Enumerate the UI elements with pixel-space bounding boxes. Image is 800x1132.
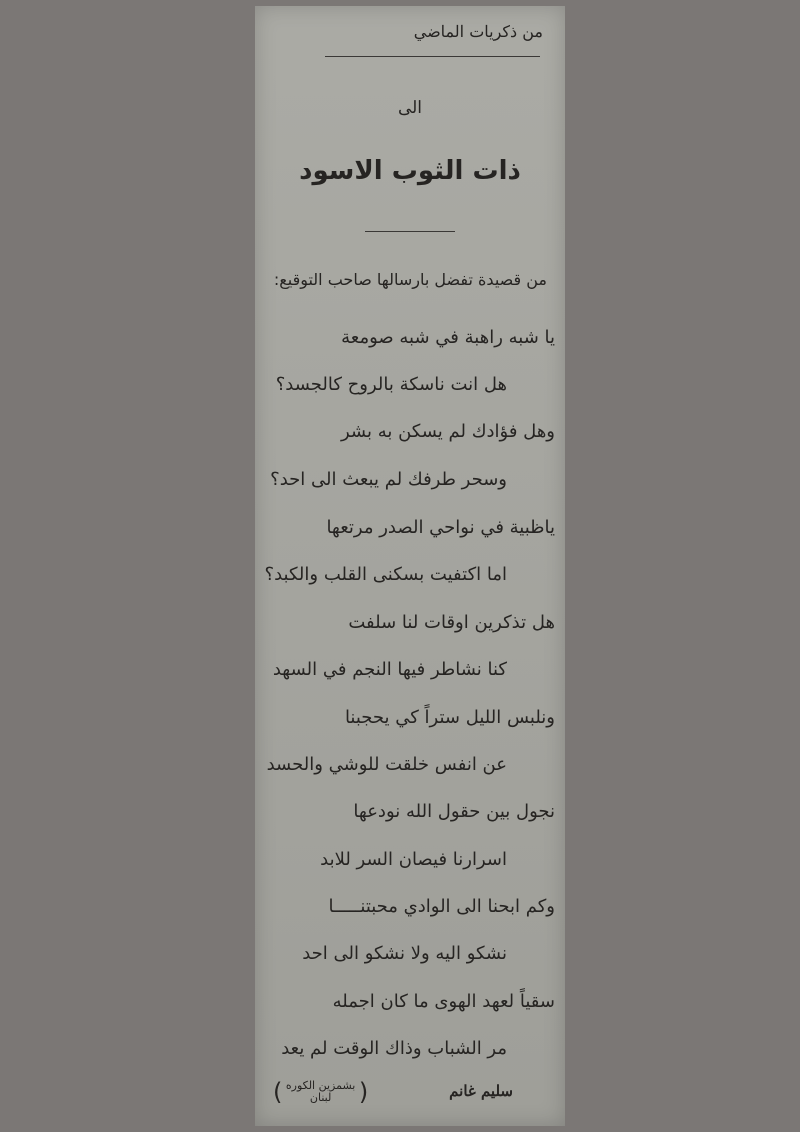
location-country: لبنان [309,1091,332,1104]
dedication-to: الى [397,98,423,118]
verse-line: وهل فؤادك لم يسكن به بشر [340,421,555,442]
close-paren: ) [273,1078,283,1106]
newspaper-clipping [255,6,565,1126]
verse-line: يا شبه راهبة في شبه صومعة [341,327,555,348]
header-divider [325,56,540,57]
intro-text: من قصيدة تفضل بارسالها صاحب التوقيع: [273,270,547,289]
verse-line: هل انت ناسكة بالروح كالجسد؟ [275,374,507,395]
verse-line: وكم ابحنا الى الوادي محبتنـــــا [328,896,555,917]
open-paren: ( [358,1078,369,1106]
title-divider [365,231,455,232]
author-location [273,1080,368,1104]
verse-line: نجول بين حقول الله نودعها [353,801,555,822]
verse-line: وسحر طرفك لم يبعث الى احد؟ [270,469,507,490]
poem-title: ذات الثوب الاسود [299,156,521,186]
verse-line: ونلبس الليل ستراً كي يحجبنا [344,707,555,728]
verse-line: ياظبية في نواحي الصدر مرتعها [326,517,555,538]
verse-line: نشكو اليه ولا نشكو الى احد [302,943,507,964]
series-title: من ذكريات الماضي [413,22,543,41]
verse-line: مر الشباب وذاك الوقت لم يعد [281,1038,507,1059]
verse-line: هل تذكرين اوقات لنا سلفت [348,612,555,633]
verse-line: كنا نشاطر فيها النجم في السهد [272,659,507,680]
verse-line: عن انفس خلقت للوشي والحسد [266,754,507,775]
verse-line: اسرارنا فيصان السر للابد [320,849,507,870]
author-signature: سليم غانم [449,1082,513,1100]
location-town: بشمزين الكوره [285,1079,356,1092]
verse-line: سقياً لعهد الهوى ما كان اجمله [332,991,555,1012]
verse-line: اما اكتفيت بسكنى القلب والكبد؟ [264,564,507,585]
